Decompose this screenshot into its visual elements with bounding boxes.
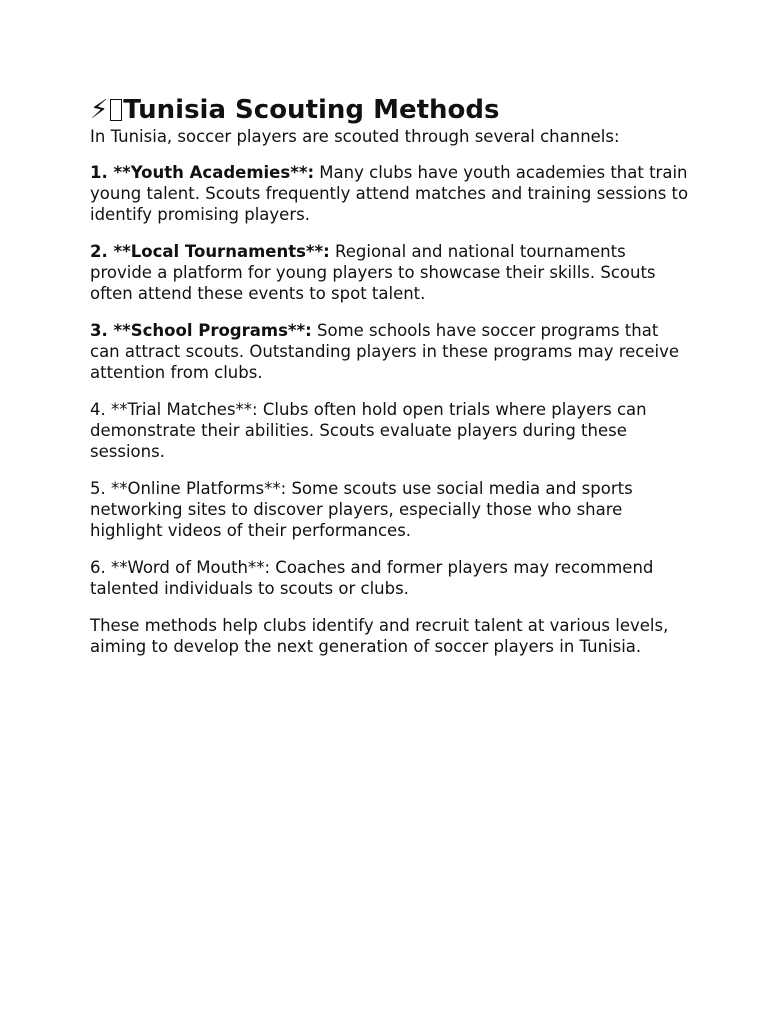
method-word-of-mouth: 6. **Word of Mouth**: Coaches and former players may recommend talented individuals to scouts or clubs. (90, 558, 654, 598)
method-text: Some schools have soccer programs that can attract scouts. Outstanding players in these programs may receive attention from clubs. (90, 321, 680, 382)
intro-paragraph: In Tunisia, soccer players are scouted through several channels: (90, 127, 620, 146)
document-title (90, 94, 690, 126)
method-text: Many clubs have youth academies that train young talent. Scouts frequently attend matches and training sessions to identify promising players. (90, 163, 689, 224)
conclusion-paragraph: These methods help clubs identify and recruit talent at various levels, aiming to develop the next generation of soccer players in Tunisia. (90, 616, 669, 656)
title-text: Tunisia Scouting Methods (123, 95, 500, 125)
method-online-platforms: 5. **Online Platforms**: Some scouts use social media and sports networking sites to discover players, especially those who share highlight videos of their performances. (90, 479, 633, 540)
method-school-programs (90, 320, 690, 383)
missing-glyph-icon (110, 99, 122, 121)
document-page (90, 94, 690, 673)
method-lead: 1. **Youth Academies**: (90, 163, 315, 182)
method-lead: 2. **Local Tournaments**: (90, 242, 330, 261)
lightning-icon: ⚡ (90, 95, 109, 125)
method-trial-matches: 4. **Trial Matches**: Clubs often hold open trials where players can demonstrate their abilities. Scouts evaluate players during these sessions. (90, 400, 647, 461)
method-local-tournaments (90, 241, 690, 304)
method-text: Regional and national tournaments provide a platform for young players to showcase their skills. Scouts often attend these events to spot talent. (90, 242, 656, 303)
method-lead: 3. **School Programs**: (90, 321, 312, 340)
method-youth-academies (90, 162, 690, 225)
